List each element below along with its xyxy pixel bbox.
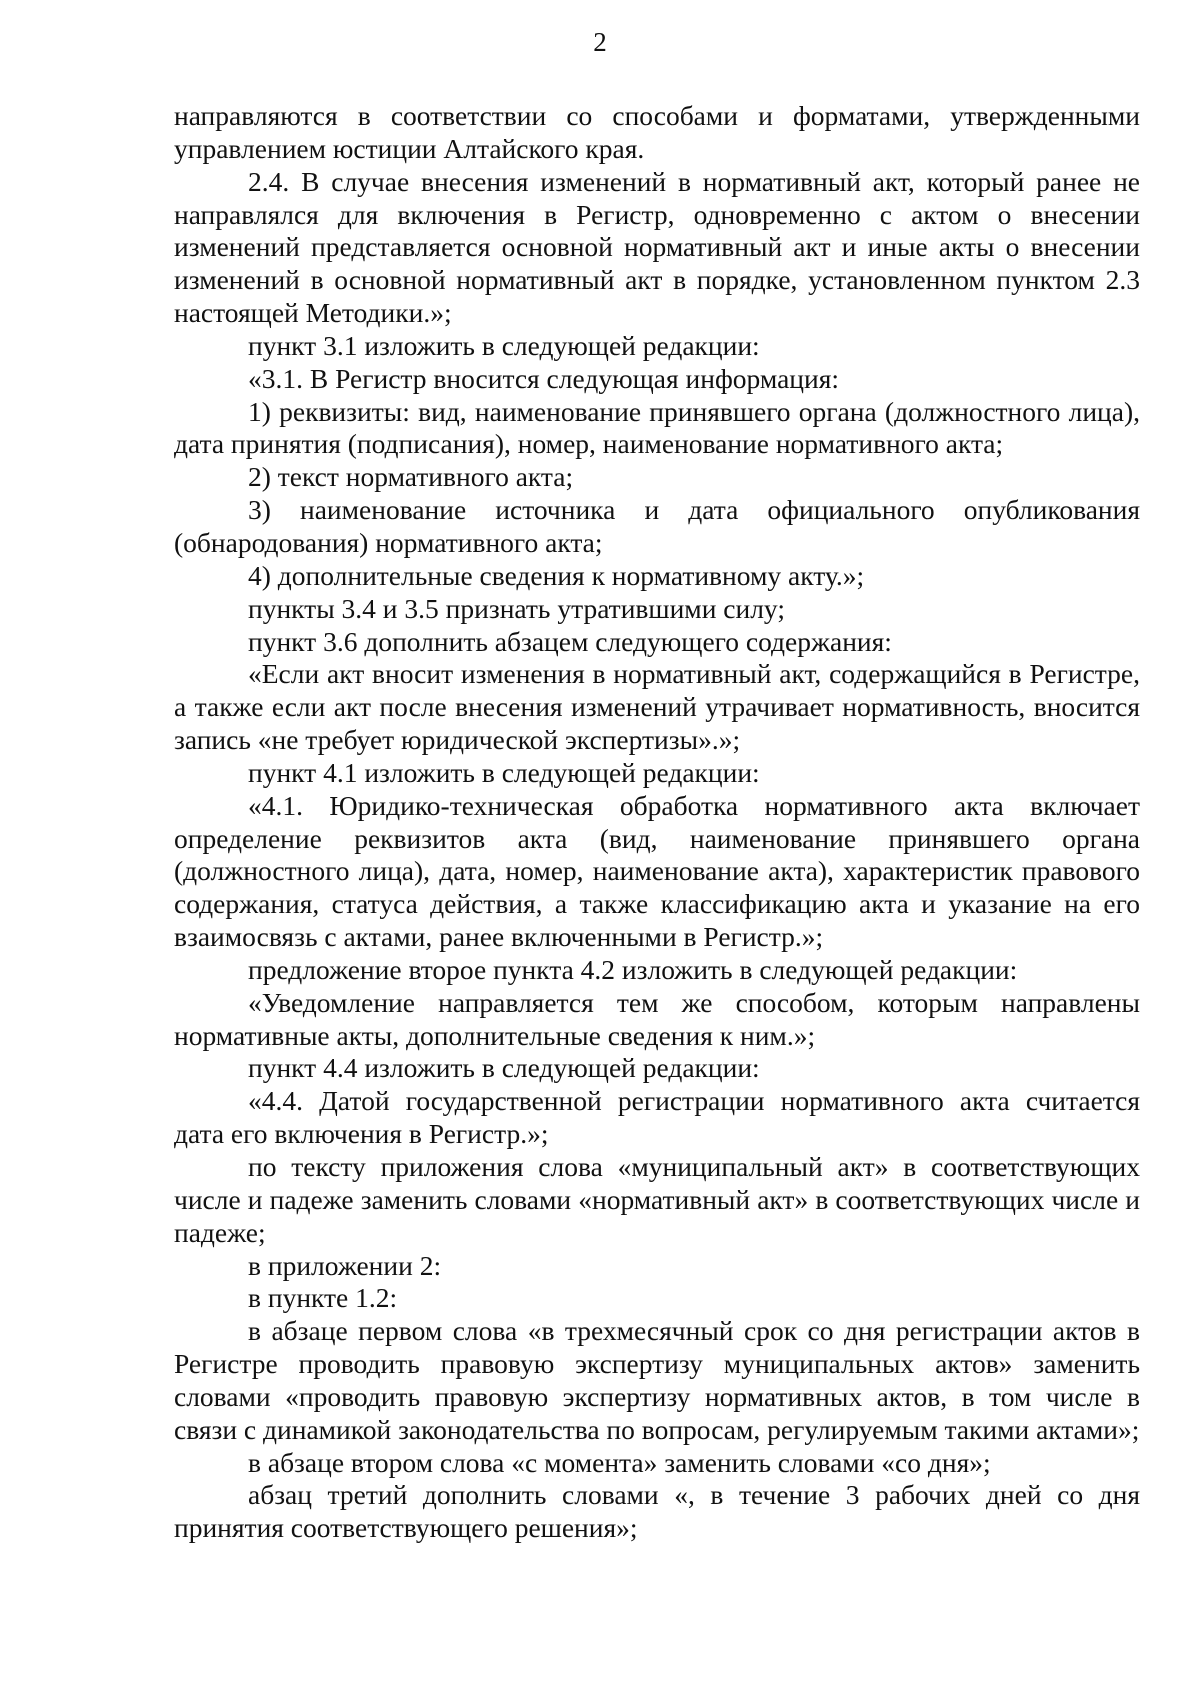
page-number: 2 <box>593 27 607 57</box>
paragraph: в пункте 1.2: <box>248 1282 398 1314</box>
paragraph: «Уведомление направляется тем же способом, которым направлены нормативные акты, дополнительные сведения к ним.»; <box>174 986 1140 1051</box>
paragraph: в абзаце первом слова «в трехмесячный срок со дня регистрации актов в Регистре проводить правовую экспертизу муниципальных актов» заменить словами «проводить правовую экспертизу нормативных актов, в том числе в связи с динамикой законодательства по вопросам, регулируемым такими актами»; <box>174 1315 1140 1445</box>
paragraph: «4.4. Датой государственной регистрации нормативного акта считается дата его включения в Регистр.»; <box>174 1085 1140 1150</box>
paragraph: 3) наименование источника и дата официального опубликования (обнародования) нормативного акта; <box>174 494 1140 558</box>
paragraph: направляются в соответствии со способами и форматами, утвержденными управлением юстиции Алтайского края. <box>174 100 1140 164</box>
paragraph: пункты 3.4 и 3.5 признать утратившими силу; <box>248 592 785 624</box>
paragraph: пункт 4.1 изложить в следующей редакции: <box>248 756 760 788</box>
paragraph: 2.4. В случае внесения изменений в нормативный акт, который ранее не направлялся для включения в Регистр, одновременно с актом о внесении изменений представляется основной нормативный акт и иные акты о внесении изменений в основной нормативный акт в порядке, установленном пунктом 2.3 настоящей Методики.»; <box>174 165 1140 329</box>
paragraph: 2) текст нормативного акта; <box>248 461 574 493</box>
paragraph: предложение второе пункта 4.2 изложить в следующей редакции: <box>248 953 1018 985</box>
paragraph: по тексту приложения слова «муниципальный акт» в соответствующих числе и падеже заменить словами «нормативный акт» в соответствующих числе и падеже; <box>174 1151 1140 1248</box>
document-body <box>174 100 1140 1545</box>
paragraph: абзац третий дополнить словами «, в течение 3 рабочих дней со дня принятия соответствующего решения»; <box>174 1479 1140 1544</box>
paragraph: в приложении 2: <box>248 1249 442 1281</box>
paragraph: в абзаце втором слова «с момента» заменить словами «со дня»; <box>248 1446 991 1478</box>
paragraph: пункт 3.1 изложить в следующей редакции: <box>248 329 760 361</box>
paragraph: 4) дополнительные сведения к нормативному акту.»; <box>248 559 865 591</box>
paragraph: «3.1. В Регистр вносится следующая информация: <box>248 362 839 394</box>
paragraph: пункт 4.4 изложить в следующей редакции: <box>248 1052 760 1084</box>
paragraph: «Если акт вносит изменения в нормативный акт, содержащийся в Регистре, а также если акт после внесения изменений утрачивает нормативность, вносится запись «не требует юридической экспертизы».»; <box>174 658 1140 756</box>
paragraph: пункт 3.6 дополнить абзацем следующего содержания: <box>248 625 892 657</box>
paragraph: 1) реквизиты: вид, наименование принявшего органа (должностного лица), дата принятия (подписания), номер, наименование нормативного акта; <box>174 395 1140 460</box>
paragraph: «4.1. Юридико-техническая обработка нормативного акта включает определение реквизитов акта (вид, наименование принявшего органа (должностного лица), дата, номер, наименование акта), характеристик правового содержания, статуса действия, а также классификацию акта и указание на его взаимосвязь с актами, ранее включенными в Регистр.»; <box>174 789 1140 953</box>
